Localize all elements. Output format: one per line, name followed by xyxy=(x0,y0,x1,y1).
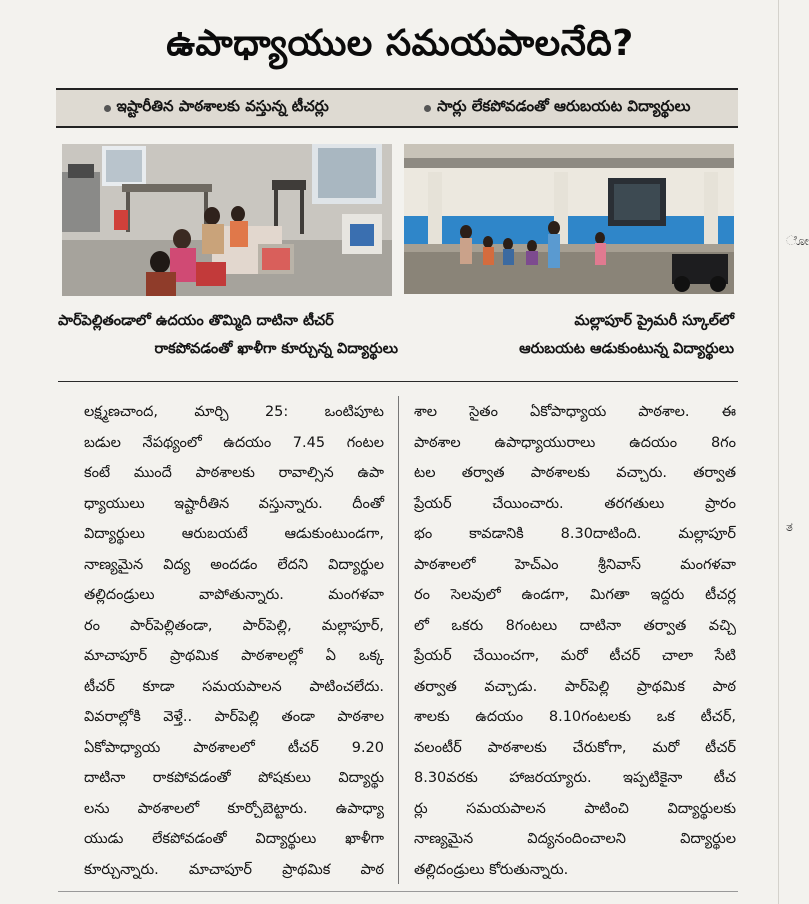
column-divider-right xyxy=(778,0,779,904)
article-line: వలంటీర్ పాఠశాలకు చేరుకోగా, మరో టీచర్ xyxy=(414,739,736,756)
article-line: ప్రేయర్ చేయించగా, మరో టీచర్ చాలా సేటి xyxy=(414,648,736,664)
subheadline-text: ఇష్టారీతిన పాఠశాలకు వస్తున్న టీచర్లు xyxy=(116,97,329,115)
article-column-right xyxy=(414,397,736,885)
article-line: లక్ష్మణచాంద, మార్చి 25: ఒంటిపూట xyxy=(84,404,384,420)
article-line: శాలకు ఉదయం 8.10గంటలకు ఒక టీచర్, xyxy=(414,709,736,725)
subheadline-bar xyxy=(56,88,738,128)
article-line: ర్లు సమయపాలన పాటించి విద్యార్థులకు xyxy=(414,800,736,817)
edge-fragment: ತ xyxy=(786,520,793,535)
article-line: కంటే ముందే పాఠశాలకు రావాల్సిన ఉపా xyxy=(84,465,384,481)
caption-divider xyxy=(58,381,738,382)
article-line: విద్యార్థులు ఆరుబయటే ఆడుకుంటుండగా, xyxy=(84,526,384,542)
article-line: పాఠశాల ఉపాధ్యాయురాలు ఉదయం 8గం xyxy=(414,434,736,451)
article-line: తల్లిదండ్రులు వాపోతున్నారు. మంగళవా xyxy=(84,587,384,603)
caption-line: రాకపోవడంతో ఖాళీగా కూర్చున్న విద్యార్థులు xyxy=(154,341,398,357)
article-line: భం కావడానికి 8.30దాటింది. మల్లాపూర్ xyxy=(414,526,736,542)
article-line: దాటినా రాకపోవడంతో పోషకులు విద్యార్థు xyxy=(84,770,384,786)
column-divider xyxy=(398,396,399,884)
article-line: ధ్యాయులు ఇష్టారీతిన వస్తున్నారు. దీంతో xyxy=(84,495,384,512)
subheadline-point xyxy=(424,97,691,119)
photo-caption-right xyxy=(404,307,734,363)
article-line: ఏకోపాధ్యాయ పాఠశాలలో టీచర్ 9.20 xyxy=(84,739,384,756)
edge-fragment: ೋ xyxy=(786,234,809,249)
article-line: ప్రేయర్ చేయించారు. తరగతులు ప్రారం xyxy=(414,495,736,512)
article-line: 8.30వరకు హాజరయ్యారు. ఇప్పటికైనా టీచ xyxy=(414,770,736,786)
bullet-icon xyxy=(104,105,111,112)
article-line: బడుల నేపథ్యంలో ఉదయం 7.45 గంటల xyxy=(84,434,384,451)
article-line: నాణ్యమైన విద్యనందించాలని విద్యార్థుల xyxy=(414,831,736,847)
article-line: శాల సైతం ఏకోపాధ్యాయ పాఠశాల. ఈ xyxy=(414,404,736,420)
bullet-icon xyxy=(424,105,431,112)
classroom-photo xyxy=(62,144,392,296)
article-line: వివరాల్లోకి వెళ్తే.. పార్‌పెల్లి తండా పాఠశాల xyxy=(84,709,384,725)
classroom-photo-illustration xyxy=(62,144,392,296)
photo-caption-left xyxy=(58,307,398,363)
headline: ఉపాధ్యాయుల సమయపాలనేది? xyxy=(166,23,634,64)
caption-line: మల్లాపూర్ ప్రైమరీ స్కూల్‌లో xyxy=(574,313,734,329)
article-line: తర్వాత వచ్చాడు. పార్‌పెల్లి ప్రాథమిక పాఠ xyxy=(414,678,736,695)
article-line: నాణ్యమైన విద్య అందడం లేదని విద్యార్థుల xyxy=(84,556,384,573)
subheadline-text: సార్లు లేకపోవడంతో ఆరుబయట విద్యార్థులు xyxy=(436,97,691,115)
article-line: మాచాపూర్ ప్రాథమిక పాఠశాలల్లో ఏ ఒక్క xyxy=(84,648,384,664)
article-line: టీచర్ కూడా సమయపాలన పాటించలేదు. xyxy=(84,678,384,695)
article-line: కూర్చున్నారు. మాచాపూర్ ప్రాథమిక పాఠ xyxy=(84,861,384,878)
article-line: తల్లిదండ్రులు కోరుతున్నారు. xyxy=(414,861,569,878)
article-line: రం పార్‌పెల్లితండా, పార్‌పెల్లి, మల్లాపూర్, xyxy=(84,617,384,634)
schoolyard-photo xyxy=(404,144,734,294)
bottom-rule xyxy=(58,891,738,892)
caption-line: ఆరుబయట ఆడుకుంటున్న విద్యార్థులు xyxy=(519,341,734,357)
subheadline-point xyxy=(104,97,329,119)
article-line: పాఠశాలలో హెచ్‌ఎం శ్రీనివాస్ మంగళవా xyxy=(414,556,736,573)
article-column-left xyxy=(84,397,384,885)
article-line: టల తర్వాత పాఠశాలకు వచ్చారు. తర్వాత xyxy=(414,465,736,481)
article-line: లో ఒకరు 8గంటలు దాటినా తర్వాత వచ్చి xyxy=(414,617,736,634)
schoolyard-photo-illustration xyxy=(404,144,734,294)
caption-line: పార్‌పెల్లితండాలో ఉదయం తొమ్మిది దాటినా టీచర్ xyxy=(58,313,334,329)
article-line: యుడు లేకపోవడంతో విద్యార్థులు ఖాళీగా xyxy=(84,831,384,847)
article-line: లను పాఠశాలలో కూర్చోబెట్టారు. ఉపాధ్యా xyxy=(84,800,384,817)
article-line: రం సెలవులో ఉండగా, మిగతా ఇద్దరు టీచర్ల xyxy=(414,587,736,603)
